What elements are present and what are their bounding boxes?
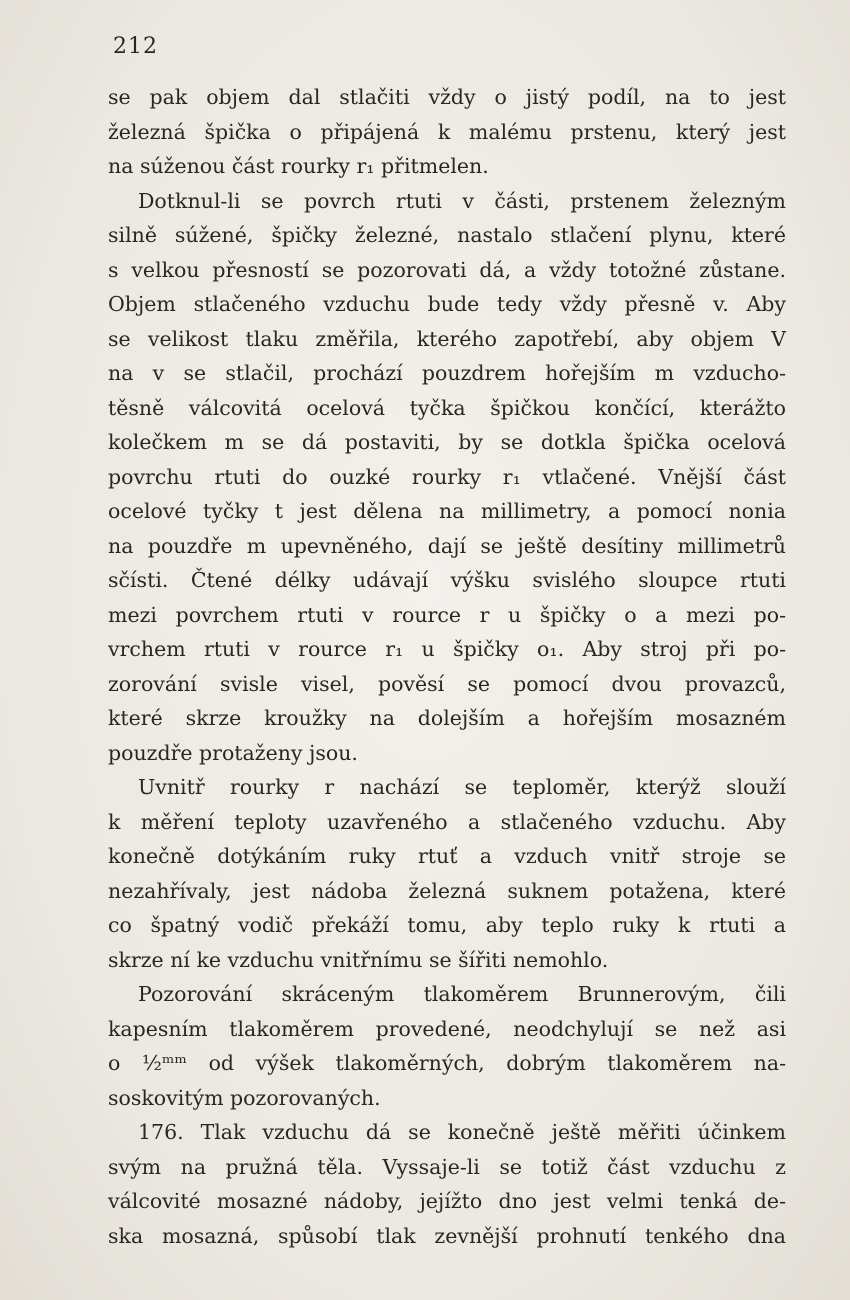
text-line: vrchem rtuti v rource r₁ u špičky o₁. Aby stroj při po- xyxy=(108,637,786,661)
text-line: na pouzdře m upevněného, dají se ještě desítiny millimetrů xyxy=(108,533,786,558)
text-line: na súženou část rourky r₁ přitmelen. xyxy=(108,154,489,178)
text-line: s velkou přesností se pozorovati dá, a vždy totožné zůstane. xyxy=(108,257,786,282)
text-line: mezi povrchem rtuti v rource r u špičky o a mezi po- xyxy=(108,602,786,627)
text-line: ska mosazná, spůsobí tlak zevnější prohnutí tenkého dna xyxy=(108,1223,786,1248)
text-line: Pozorování skráceným tlakoměrem Brunnerovým, čili xyxy=(138,982,786,1006)
text-line: Uvnitř rourky r nachází se teploměr, kterýž slouží xyxy=(138,775,786,799)
text-line: se pak objem dal stlačiti vždy o jistý podíl, na to jest xyxy=(108,85,786,109)
text-line: Objem stlačeného vzduchu bude tedy vždy přesně v. Aby xyxy=(108,292,786,316)
text-line: železná špička o připájená k malému prstenu, který jest xyxy=(108,119,786,144)
text-line: na v se stlačil, prochází pouzdrem hořejším m vzducho- xyxy=(108,361,786,385)
text-line: válcovité mosazné nádoby, jejížto dno jest velmi tenká de- xyxy=(108,1189,786,1213)
text-line: kolečkem m se dá postaviti, by se dotkla špička ocelová xyxy=(108,430,786,454)
text-line: co špatný vodič překáží tomu, aby teplo ruky k rtuti a xyxy=(108,913,786,937)
text-line: se velikost tlaku změřila, kterého zapotřebí, aby objem V xyxy=(108,326,786,351)
text-line: které skrze kroužky na dolejším a hořejším mosazném xyxy=(108,706,786,730)
text-line: konečně dotýkáním ruky rtuť a vzduch vnitř stroje se xyxy=(108,844,786,868)
text-line: k měření teploty uzavřeného a stlačeného vzduchu. Aby xyxy=(108,809,786,834)
text-line: těsně válcovitá ocelová tyčka špičkou končící, kterážto xyxy=(108,395,786,420)
text-line: pouzdře protaženy jsou. xyxy=(108,740,358,765)
text-line: o ½ᵐᵐ od výšek tlakoměrných, dobrým tlakoměrem na- xyxy=(108,1051,786,1075)
text-line: skrze ní ke vzduchu vnitřnímu se šířiti nemohlo. xyxy=(108,947,609,972)
text-line: soskovitým pozorovaných. xyxy=(108,1085,381,1110)
text-line: kapesním tlakoměrem provedené, neodchylují se než asi xyxy=(108,1016,786,1041)
text-line: Dotknul-li se povrch rtuti v části, prstenem železným xyxy=(138,188,786,213)
text-line: ocelové tyčky t jest dělena na millimetry, a pomocí nonia xyxy=(108,499,786,523)
text-line: povrchu rtuti do ouzké rourky r₁ vtlačené. Vnější část xyxy=(108,464,786,489)
text-line: zorování svisle visel, pověsí se pomocí dvou provazců, xyxy=(108,671,786,696)
text-line: sčísti. Čtené délky udávají výšku svislého sloupce rtuti xyxy=(108,568,786,592)
body-text xyxy=(108,80,786,1253)
text-line: silně súžené, špičky železné, nastalo stlačení plynu, které xyxy=(108,223,786,247)
text-line: 176. Tlak vzduchu dá se konečně ještě měřiti účinkem xyxy=(138,1120,786,1144)
text-line: nezahřívaly, jest nádoba železná suknem potažena, které xyxy=(108,878,786,903)
page-number: 212 xyxy=(113,34,158,59)
text-line: svým na pružná těla. Vyssaje-li se totiž část vzduchu z xyxy=(108,1154,786,1179)
